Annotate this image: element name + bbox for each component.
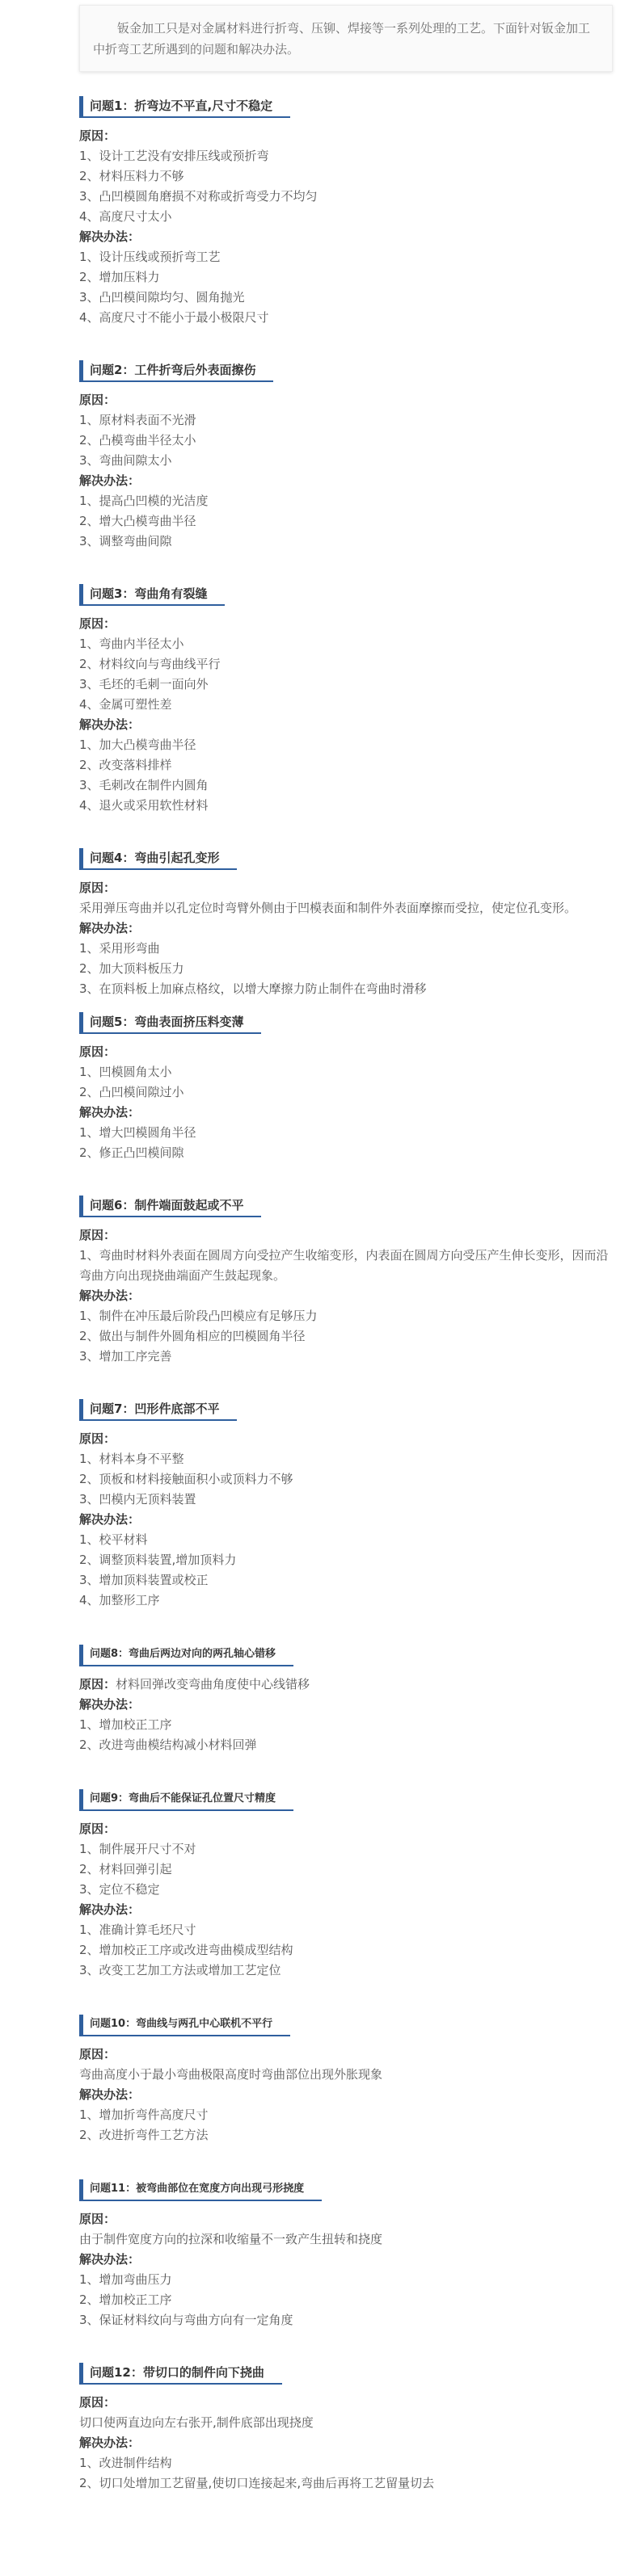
- cause-item: 1、弯曲内半径太小: [79, 637, 184, 651]
- solution-item: 2、修正凸凹模间隙: [79, 1145, 184, 1160]
- problem-title: 问题5：弯曲表面挤压料变薄: [79, 1012, 261, 1034]
- cause-label: 原因：: [79, 393, 116, 407]
- solution-label: 解决办法：: [79, 2252, 141, 2267]
- solution-item: 3、增加顶料装置或校正: [79, 1573, 209, 1587]
- solution-item: 2、增加压料力: [79, 270, 160, 284]
- problem-title: 问题12：带切口的制件向下挠曲: [79, 2363, 282, 2385]
- cause-item: 2、凸凹模间隙过小: [79, 1085, 184, 1099]
- problem-section-3: [79, 584, 613, 816]
- problem-section-6: [79, 1196, 613, 1367]
- cause-label: 原因：: [79, 1228, 116, 1242]
- problem-section-12: [79, 2363, 613, 2494]
- solution-item: 1、加大凸模弯曲半径: [79, 738, 196, 752]
- solution-item: 1、校平材料: [79, 1532, 148, 1547]
- cause-item: 3、凹模内无顶料装置: [79, 1492, 196, 1507]
- solution-label: 解决办法：: [79, 1697, 141, 1712]
- problem-title: 问题6：制件端面鼓起或不平: [79, 1196, 261, 1217]
- solution-item: 3、保证材料纹向与弯曲方向有一定角度: [79, 2313, 293, 2327]
- solution-label: 解决办法：: [79, 1512, 141, 1527]
- solution-label: 解决办法：: [79, 473, 141, 488]
- cause-item: 弯曲高度小于最小弯曲极限高度时弯曲部位出现外胀现象: [79, 2067, 383, 2082]
- problem-section-8: [79, 1643, 613, 1755]
- solution-item: 1、增加折弯件高度尺寸: [79, 2107, 209, 2122]
- solution-item: 1、增大凹模圆角半径: [79, 1125, 196, 1140]
- cause-item: 2、顶板和材料接触面积小或顶料力不够: [79, 1472, 293, 1486]
- cause-item: 2、材料回弹引起: [79, 1862, 172, 1876]
- problem-section-2: [79, 360, 613, 552]
- cause-item: 2、材料压料力不够: [79, 169, 184, 183]
- cause-label: 原因：: [79, 1677, 116, 1691]
- cause-label: 原因：: [79, 616, 116, 631]
- solution-item: 1、增加校正工序: [79, 1717, 172, 1732]
- solution-label: 解决办法：: [79, 717, 141, 732]
- problem-title: 问题3：弯曲角有裂缝: [79, 584, 225, 606]
- solution-item: 1、改进制件结构: [79, 2456, 172, 2470]
- solution-item: 3、调整弯曲间隙: [79, 534, 172, 548]
- cause-item: 1、凹模圆角太小: [79, 1065, 172, 1079]
- problem-section-7: [79, 1399, 613, 1611]
- solution-item: 1、提高凸凹模的光洁度: [79, 494, 209, 508]
- solution-label: 解决办法：: [79, 2087, 141, 2102]
- cause-label: 原因：: [79, 128, 116, 143]
- solution-label: 解决办法：: [79, 1288, 141, 1303]
- cause-item: 1、材料本身不平整: [79, 1452, 184, 1466]
- cause-item: 1、制件展开尺寸不对: [79, 1842, 196, 1856]
- cause-label: 原因：: [79, 2395, 116, 2410]
- solution-item: 3、毛刺改在制件内圆角: [79, 778, 209, 792]
- solution-item: 1、增加弯曲压力: [79, 2272, 172, 2287]
- cause-item: 1、设计工艺没有安排压线或预折弯: [79, 149, 269, 163]
- solution-item: 4、退火或采用软性材料: [79, 798, 209, 813]
- solution-item: 4、高度尺寸不能小于最小极限尺寸: [79, 310, 269, 325]
- cause-item: 采用弹压弯曲并以孔定位时弯臂外侧由于凹模表面和制件外表面摩擦而受拉，使定位孔变形。: [79, 901, 577, 915]
- problem-section-11: [79, 2178, 613, 2330]
- cause-label: 原因：: [79, 2212, 116, 2226]
- problem-title: 问题10：弯曲线与两孔中心联机不平行: [79, 2015, 290, 2036]
- problem-section-9: [79, 1788, 613, 1981]
- solution-label: 解决办法：: [79, 1105, 141, 1120]
- problem-title: 问题9：弯曲后不能保证孔位置尺寸精度: [79, 1789, 293, 1811]
- solution-label: 解决办法：: [79, 229, 141, 244]
- cause-inline: [79, 1675, 613, 1695]
- cause-label: 原因：: [79, 2047, 116, 2061]
- cause-label: 原因：: [79, 880, 116, 895]
- solution-item: 2、改进弯曲模结构减小材料回弹: [79, 1738, 257, 1752]
- solution-item: 2、做出与制件外圆角相应的凹模圆角半径: [79, 1329, 306, 1343]
- problem-title: 问题1：折弯边不平直,尺寸不稳定: [79, 96, 290, 118]
- cause-item: 1、弯曲时材料外表面在圆周方向受拉产生收缩变形，内表面在圆周方向受压产生伸长变形，因而沿弯曲方向出现挠曲端面产生鼓起现象。: [79, 1248, 609, 1283]
- solution-item: 3、改变工艺加工方法或增加工艺定位: [79, 1963, 281, 1977]
- cause-item: 由于制件宽度方向的拉深和收缩量不一致产生扭转和挠度: [79, 2232, 383, 2246]
- solution-item: 2、增大凸模弯曲半径: [79, 514, 196, 528]
- solution-item: 1、准确计算毛坯尺寸: [79, 1923, 196, 1937]
- intro-paragraph: 钣金加工只是对金属材料进行折弯、压铆、焊接等一系列处理的工艺。下面针对钣金加工中折弯工艺所遇到的问题和解决办法。: [79, 5, 613, 72]
- cause-label: 原因：: [79, 1822, 116, 1836]
- problem-section-1: [79, 96, 613, 328]
- solution-item: 1、设计压线或预折弯工艺: [79, 250, 221, 264]
- problem-title: 问题7：凹形件底部不平: [79, 1399, 237, 1421]
- problem-title: 问题2：工件折弯后外表面擦伤: [79, 360, 273, 382]
- solution-label: 解决办法：: [79, 2435, 141, 2450]
- problem-title: 问题11：被弯曲部位在宽度方向出现弓形挠度: [79, 2179, 322, 2201]
- solution-item: 2、调整顶料装置,增加顶料力: [79, 1553, 237, 1567]
- solution-item: 2、改进折弯件工艺方法: [79, 2128, 209, 2142]
- solution-item: 4、加整形工序: [79, 1593, 160, 1607]
- solution-label: 解决办法：: [79, 1902, 141, 1917]
- cause-item: 3、毛坯的毛刺一面向外: [79, 677, 209, 691]
- cause-label: 原因：: [79, 1431, 116, 1446]
- cause-item: 3、定位不稳定: [79, 1882, 160, 1897]
- solution-item: 1、采用形弯曲: [79, 941, 160, 956]
- solution-item: 2、改变落料排样: [79, 758, 172, 772]
- solution-item: 2、增加校正工序或改进弯曲模成型结构: [79, 1943, 293, 1957]
- cause-item: 2、材料纹向与弯曲线平行: [79, 657, 221, 671]
- cause-item: 材料回弹改变弯曲角度使中心线错移: [116, 1677, 310, 1691]
- solution-item: 2、增加校正工序: [79, 2292, 172, 2307]
- problem-title: 问题4：弯曲引起孔变形: [79, 848, 237, 870]
- cause-item: 3、弯曲间隙太小: [79, 453, 172, 468]
- cause-item: 4、高度尺寸太小: [79, 209, 172, 224]
- solution-item: 3、凸凹模间隙均匀、圆角抛光: [79, 290, 245, 305]
- problem-section-4: [79, 848, 613, 999]
- cause-label: 原因：: [79, 1044, 116, 1059]
- cause-item: 切口使两直边向左右张开,制件底部出现挠度: [79, 2415, 314, 2430]
- solution-item: 1、制件在冲压最后阶段凸凹模应有足够压力: [79, 1309, 318, 1323]
- cause-item: 4、金属可塑性差: [79, 697, 172, 712]
- cause-item: 3、凸凹模圆角磨损不对称或折弯受力不均匀: [79, 189, 318, 204]
- cause-item: 2、凸模弯曲半径太小: [79, 433, 196, 448]
- solution-item: 3、在顶料板上加麻点格纹，以增大摩擦力防止制件在弯曲时滑移: [79, 981, 427, 996]
- solution-item: 2、切口处增加工艺留量,使切口连接起来,弯曲后再将工艺留量切去: [79, 2476, 435, 2490]
- article: [79, 0, 613, 2494]
- cause-item: 1、原材料表面不光滑: [79, 413, 196, 427]
- solution-label: 解决办法：: [79, 921, 141, 935]
- problem-section-5: [79, 1012, 613, 1163]
- solution-item: 3、增加工序完善: [79, 1349, 172, 1364]
- problem-title: 问题8：弯曲后两边对向的两孔轴心错移: [79, 1645, 293, 1666]
- problem-section-10: [79, 2013, 613, 2145]
- solution-item: 2、加大顶料板压力: [79, 961, 184, 976]
